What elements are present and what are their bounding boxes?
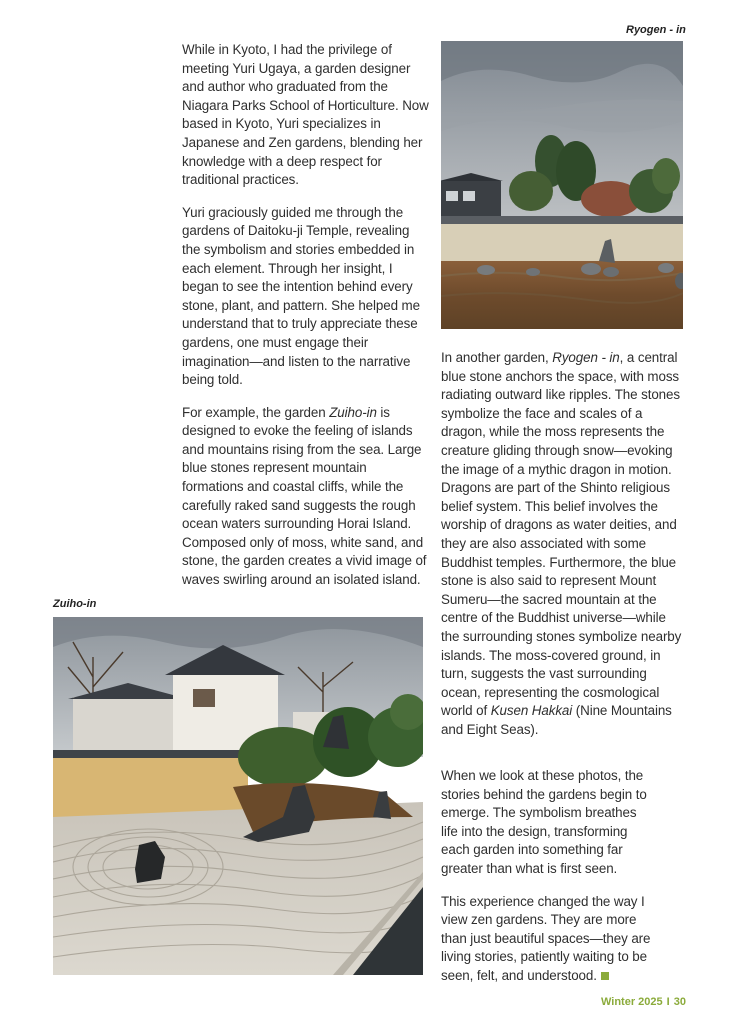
left-column-text xyxy=(182,41,430,604)
garden-name-emphasis: Zuiho-in xyxy=(329,404,377,420)
text-run: is designed to evoke the feeling of islands and mountains rising from the sea. Large blue stones represent mountain formations and coastal cliffs, while the carefully raked sand suggests the rough ocean waters surrounding Horai Island. Composed only of moss, white sand, and stone, the garden creates a vivid image of waves swirling around an isolated island. xyxy=(182,404,427,588)
right-column-text xyxy=(441,349,686,753)
footer-separator: I xyxy=(666,996,670,1008)
page-number: 30 xyxy=(673,996,686,1008)
paragraph xyxy=(441,893,656,986)
text-run: (Nine Mountains and Eight Seas). xyxy=(441,703,672,737)
ryogen-in-garden-photo xyxy=(441,41,683,329)
zuiho-in-garden-photo xyxy=(53,617,423,975)
right-column-closing-text xyxy=(441,767,656,1000)
zuiho-photo-graphic xyxy=(53,617,423,975)
issue-label: Winter 2025 xyxy=(601,996,663,1008)
paragraph xyxy=(182,404,430,590)
paragraph: While in Kyoto, I had the privilege of meeting Yuri Ugaya, a garden designer and author who graduated from the Niagara Parks School of Horticulture. Now based in Kyoto, Yuri specializes in Japanese and Zen gardens, blending her knowledge with a deep respect for traditional practices. xyxy=(182,42,429,188)
garden-name-emphasis: Ryogen - in xyxy=(552,350,620,365)
end-of-article-mark xyxy=(601,972,609,980)
text-run: For example, the garden xyxy=(182,404,330,420)
ryogen-photo-graphic xyxy=(441,41,683,329)
paragraph xyxy=(441,349,686,739)
text-run: This experience changed the way I view zen gardens. They are more than just beautiful spaces—they are living stories, patiently waiting to be seen, felt, and understood. xyxy=(441,893,651,983)
paragraph: When we look at these photos, the stories behind the gardens begin to emerge. The symbolism breathes life into the design, transforming each garden into something far greater than what is first seen. xyxy=(441,768,647,876)
text-run: In another garden, xyxy=(441,350,553,365)
zuiho-photo-caption: Zuiho-in xyxy=(53,598,97,610)
term-emphasis: Kusen Hakkai xyxy=(490,703,573,719)
ryogen-photo-caption: Ryogen - in xyxy=(626,24,686,36)
page-footer xyxy=(601,996,686,1008)
paragraph: Yuri graciously guided me through the gardens of Daitoku-ji Temple, revealing the symbolism and stories embedded in each element. Through her insight, I began to see the intention behind every stone, plant, and pattern. She helped me understand that to truly appreciate these gardens, one must engage their imagination—and listen to the narrative being told. xyxy=(182,204,420,388)
text-run: , a central blue stone anchors the space, with moss radiating outward like ripples. The stones symbolize the face and scales of a dragon, while the moss represents the creature gliding through snow—evoking the image of a mythic dragon in motion. Dragons are part of the Shinto religious belief system. This belief involves the worship of dragons as water deities, and they are also associated with some Buddhist temples. Furthermore, the blue stone is also said to represent Mount Sumeru—the sacred mountain at the centre of the Buddhist universe—while the surrounding stones symbolize nearby islands. The moss-covered ground, in turn, suggests the vast surrounding ocean, representing the cosmological world of xyxy=(441,350,682,719)
